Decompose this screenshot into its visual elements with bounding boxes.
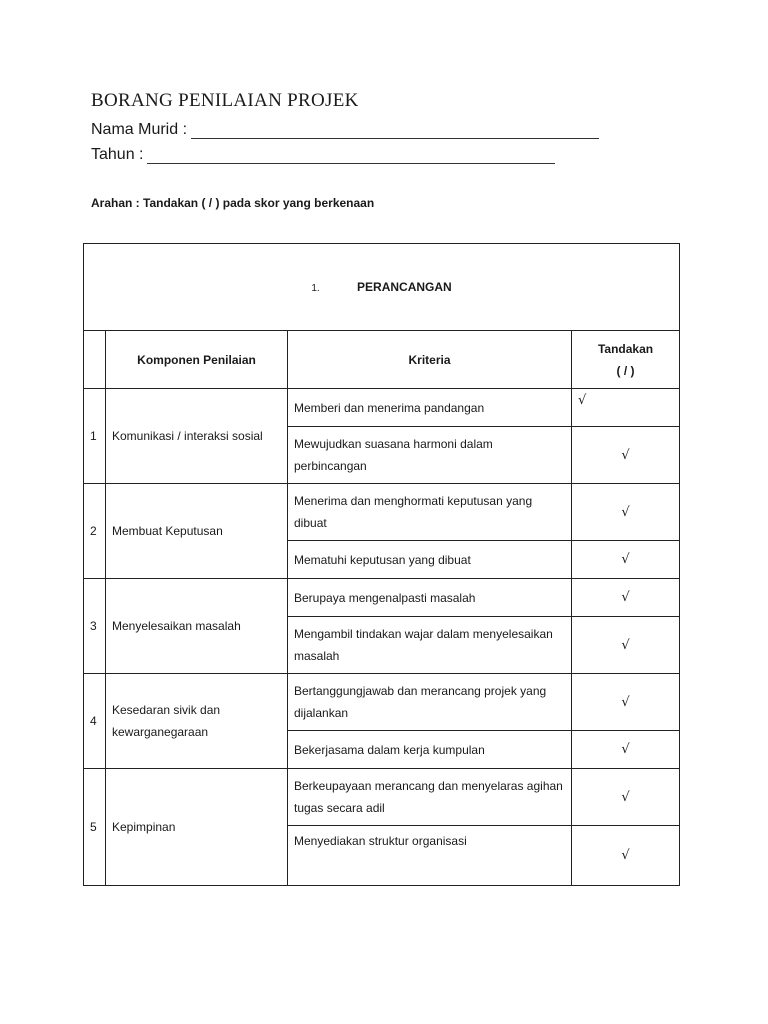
criteria-cell: Berkeupayaan merancang dan menyelaras agihan tugas secara adil [288, 769, 572, 826]
component-cell: Kepimpinan [106, 769, 288, 886]
table-row [84, 484, 680, 541]
component-cell: Membuat Keputusan [106, 484, 288, 579]
header-number-cell [84, 331, 106, 389]
row-number: 4 [84, 674, 106, 769]
student-name-blank[interactable] [191, 123, 599, 139]
header-mark-symbol: ( / ) [616, 363, 635, 378]
header-component: Komponen Penilaian [106, 331, 288, 389]
row-number: 2 [84, 484, 106, 579]
table-row [84, 389, 680, 427]
check-mark[interactable]: √ [572, 389, 680, 427]
row-number: 3 [84, 579, 106, 674]
criteria-cell: Mematuhi keputusan yang dibuat [288, 541, 572, 579]
criteria-cell: Mewujudkan suasana harmoni dalam perbincangan [288, 427, 572, 484]
criteria-cell: Mengambil tindakan wajar dalam menyelesaikan masalah [288, 617, 572, 674]
section-number: 1. [311, 283, 320, 294]
table-row [84, 579, 680, 617]
section-name: PERANCANGAN [357, 280, 452, 294]
row-number: 5 [84, 769, 106, 886]
table-row [84, 674, 680, 731]
header-criteria: Kriteria [288, 331, 572, 389]
component-cell: Menyelesaikan masalah [106, 579, 288, 674]
table-row [84, 769, 680, 826]
header-mark-label: Tandakan [597, 341, 654, 356]
instruction-text: Arahan : Tandakan ( / ) pada skor yang berkenaan [91, 196, 375, 210]
component-cell: Komunikasi / interaksi sosial [106, 389, 288, 484]
column-header-row [84, 331, 680, 389]
year-label: Tahun : [91, 146, 144, 163]
check-mark[interactable]: √ [572, 731, 680, 769]
check-mark[interactable]: √ [572, 541, 680, 579]
student-name-field [91, 121, 599, 139]
check-mark[interactable]: √ [572, 674, 680, 731]
section-header-row [84, 244, 680, 331]
criteria-cell: Menyediakan struktur organisasi [288, 826, 572, 886]
criteria-cell: Berupaya mengenalpasti masalah [288, 579, 572, 617]
check-mark[interactable]: √ [572, 617, 680, 674]
check-mark[interactable]: √ [572, 769, 680, 826]
row-number: 1 [84, 389, 106, 484]
assessment-table [83, 243, 680, 886]
student-name-label: Nama Murid : [91, 121, 188, 138]
criteria-cell: Bertanggungjawab dan merancang projek yang dijalankan [288, 674, 572, 731]
year-blank[interactable] [147, 148, 555, 164]
component-cell: Kesedaran sivik dan kewarganegaraan [106, 674, 288, 769]
section-header [84, 244, 680, 331]
check-mark[interactable]: √ [572, 826, 680, 886]
header-mark [572, 331, 680, 389]
check-mark[interactable]: √ [572, 579, 680, 617]
criteria-cell: Bekerjasama dalam kerja kumpulan [288, 731, 572, 769]
criteria-cell: Menerima dan menghormati keputusan yang dibuat [288, 484, 572, 541]
check-mark[interactable]: √ [572, 484, 680, 541]
year-field [91, 146, 555, 164]
form-title: BORANG PENILAIAN PROJEK [91, 90, 359, 111]
check-mark[interactable]: √ [572, 427, 680, 484]
criteria-cell: Memberi dan menerima pandangan [288, 389, 572, 427]
